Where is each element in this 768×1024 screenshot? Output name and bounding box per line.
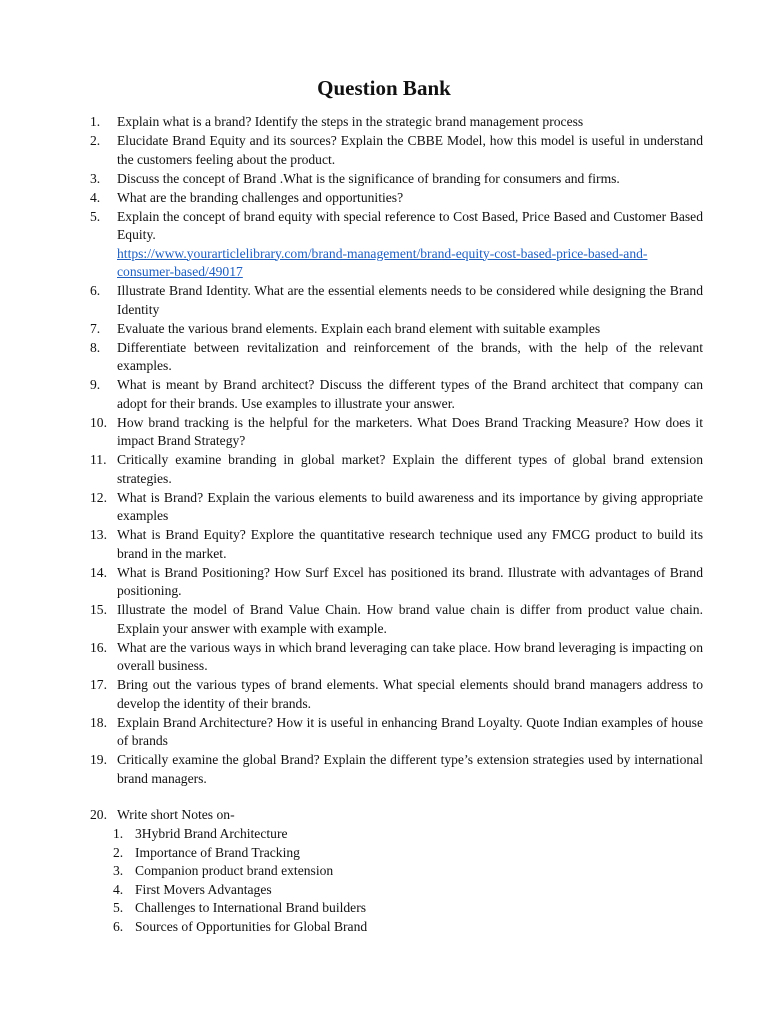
question-5 [0,208,768,282]
sub-number: 4. [113,881,124,897]
question-text: Discuss the concept of Brand .What is the significance of branding for consumers and firms. [117,170,620,186]
question-number: 4. [90,189,101,205]
question-text: What is Brand Positioning? How Surf Excel has positioned its brand. Illustrate with advantages of Brand positioning. [117,564,703,598]
question-number: 7. [90,320,101,336]
question-number: 6. [90,283,101,298]
question-3 [0,170,768,189]
question-text: What are the branding challenges and opportunities? [117,189,404,205]
question-text: Critically examine branding in global market? Explain the different types of global brand extension strategies. [117,452,703,486]
question-text: What are the various ways in which brand leveraging can take place. How brand leveraging is impacting on overall business. [117,639,703,673]
question-19 [0,751,768,788]
page-title: Question Bank [317,76,451,100]
question-text: Illustrate Brand Identity. What are the essential elements needs to be considered while designing the Brand Identity [117,283,703,317]
sub-number: 3. [113,863,124,878]
sub-number: 5. [113,900,124,915]
question-number: 13. [90,527,107,542]
question-number: 12. [90,489,107,505]
question-number: 1. [90,114,101,129]
question-list [0,113,768,936]
question-text: Write short Notes on- [117,807,235,822]
sub-text: Challenges to International Brand builders [135,900,367,915]
short-note-item [0,862,768,881]
question-9 [0,376,768,413]
question-20 [0,806,768,825]
question-text: Elucidate Brand Equity and its sources? Explain the CBBE Model, how this model is useful in understand the customers feeling about the product. [117,133,703,167]
question-number: 2. [90,133,101,148]
sub-number: 1. [113,826,124,841]
question-text: Critically examine the global Brand? Explain the different type’s extension strategies used by international brand managers. [117,752,703,786]
question-7 [0,320,768,339]
sub-text: Importance of Brand Tracking [135,844,300,860]
question-text: What is Brand Equity? Explore the quantitative research technique used any FMCG product to build its brand in the market. [117,527,703,561]
question-text: What is meant by Brand architect? Discuss the different types of the Brand architect that company can adopt for their brands. Use examples to illustrate your answer. [117,377,703,411]
question-number: 16. [90,639,107,655]
sub-text: Companion product brand extension [135,863,334,878]
sub-text: First Movers Advantages [135,881,272,897]
short-note-item [0,918,768,937]
short-note-item [0,844,768,863]
short-note-item [0,881,768,900]
question-text: How brand tracking is the helpful for the marketers. What Does Brand Tracking Measure? How does it impact Brand Strategy? [117,414,703,448]
question-number: 11. [90,452,107,467]
question-number: 15. [90,602,107,617]
question-number: 3. [90,170,101,186]
question-text-body: Explain the concept of brand equity with special reference to Cost Based, Price Based and Customer Based Equity. [117,208,703,242]
sub-number: 2. [113,844,124,860]
sub-text: 3Hybrid Brand Architecture [135,826,288,841]
question-13 [0,526,768,563]
short-note-item [0,899,768,918]
question-text: Differentiate between revitalization and reinforcement of the brands, with the help of the relevant examples. [117,339,703,373]
question-2 [0,132,768,169]
short-note-item [0,825,768,844]
question-text: Evaluate the various brand elements. Explain each brand element with suitable examples [117,320,601,336]
question-number: 18. [90,714,107,730]
question-12 [0,489,768,526]
question-8 [0,339,768,376]
reference-link[interactable]: https://www.yourarticlelibrary.com/brand-management/brand-equity-cost-based-price-based-and-consumer-based/49017 [117,245,648,279]
question-number: 19. [90,752,107,767]
question-10 [0,414,768,451]
sub-text: Sources of Opportunities for Global Brand [135,918,368,934]
question-number: 9. [90,377,101,392]
question-text: Explain what is a brand? Identify the steps in the strategic brand management process [117,114,584,129]
question-text: Illustrate the model of Brand Value Chain. How brand value chain is differ from product value chain. Explain your answer with example with example. [117,602,703,636]
question-number: 8. [90,339,101,355]
question-number: 20. [90,807,107,822]
question-number: 17. [90,677,107,692]
sub-number: 6. [113,918,124,934]
question-18 [0,714,768,751]
question-text [117,208,703,282]
question-15 [0,601,768,638]
question-6 [0,282,768,319]
question-number: 10. [90,414,107,430]
question-text: Explain Brand Architecture? How it is useful in enhancing Brand Loyalty. Quote Indian examples of house of brands [117,714,703,748]
question-1 [0,113,768,132]
question-17 [0,676,768,713]
question-16 [0,639,768,676]
question-text: Bring out the various types of brand elements. What special elements should brand managers address to develop the identity of their brands. [117,677,703,711]
question-14 [0,564,768,601]
question-4 [0,189,768,208]
question-number: 14. [90,564,107,580]
question-text: What is Brand? Explain the various elements to build awareness and its importance by giving appropriate examples [117,489,703,523]
question-number: 5. [90,208,101,224]
question-11 [0,451,768,488]
